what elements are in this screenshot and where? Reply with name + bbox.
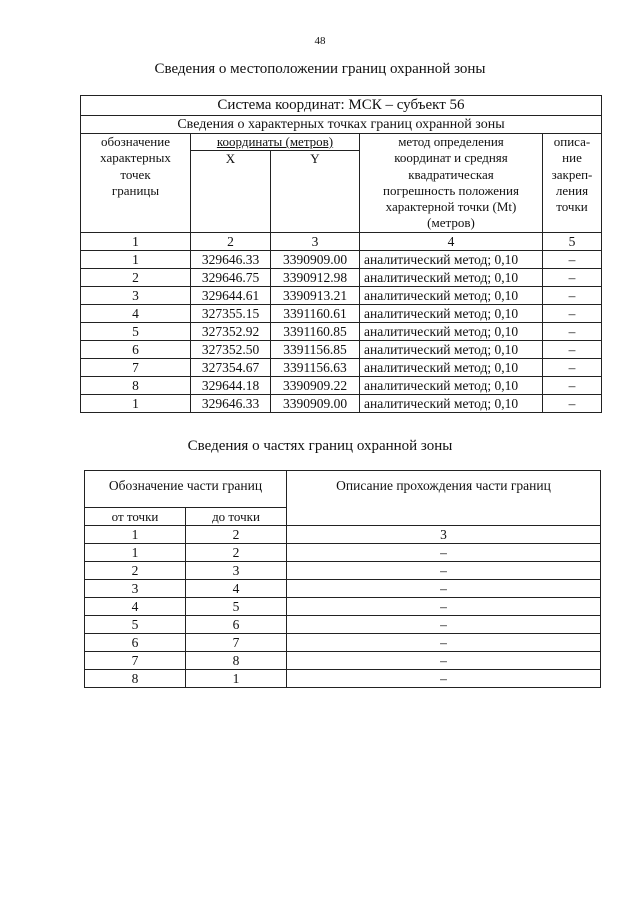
header-line: метод определения: [398, 134, 504, 149]
table-row: [81, 358, 602, 376]
method-cell: аналитический метод; 0,10: [360, 376, 543, 394]
table-row: [81, 250, 602, 268]
method-cell: аналитический метод; 0,10: [360, 286, 543, 304]
header-line: погрешность положения: [383, 182, 519, 198]
point-cell: 1: [81, 394, 191, 412]
header-line: точки: [556, 199, 588, 215]
index-cell: 1: [85, 526, 186, 544]
index-cell: 2: [191, 232, 271, 250]
index-cell: 1: [81, 232, 191, 250]
from-cell: 2: [85, 562, 186, 580]
header-part-designation: Обозначение части границ: [85, 471, 287, 508]
y-cell: 3391156.85: [271, 340, 360, 358]
y-cell: 3390909.00: [271, 250, 360, 268]
table-row: [85, 652, 601, 670]
table-row: [81, 286, 602, 304]
header-coordinates-label: координаты (метров): [216, 134, 334, 149]
page-number: 48: [314, 35, 326, 47]
x-cell: 327355.15: [191, 304, 271, 322]
table-row: [85, 634, 601, 652]
from-cell: 4: [85, 598, 186, 616]
x-cell: 329644.18: [191, 376, 271, 394]
header-point-description: [543, 134, 602, 233]
coordinate-system-label: Система координат: МСК – субъект 56: [81, 96, 602, 116]
desc-cell: –: [543, 322, 602, 340]
header-line: характерных: [100, 150, 171, 166]
to-cell: 7: [186, 634, 287, 652]
x-cell: 329646.33: [191, 250, 271, 268]
table-row: [85, 580, 601, 598]
method-cell: аналитический метод; 0,10: [360, 268, 543, 286]
index-cell: 2: [186, 526, 287, 544]
x-cell: 329644.61: [191, 286, 271, 304]
to-cell: 5: [186, 598, 287, 616]
table-row: [85, 562, 601, 580]
y-cell: 3391160.61: [271, 304, 360, 322]
table-subtitle: Сведения о характерных точках границ охранной зоны: [81, 116, 602, 134]
header-line: квадратическая: [408, 166, 494, 182]
desc-cell: –: [543, 358, 602, 376]
header-point-designation: [81, 134, 191, 233]
to-cell: 4: [186, 580, 287, 598]
header-line: обозначение: [101, 134, 170, 149]
desc-cell: –: [287, 634, 601, 652]
from-cell: 6: [85, 634, 186, 652]
x-cell: 327352.50: [191, 340, 271, 358]
section-heading-parts: Сведения о частях границ охранной зоны: [187, 438, 453, 454]
desc-cell: –: [287, 616, 601, 634]
section-heading-location: Сведения о местоположении границ охранной зоны: [154, 61, 486, 77]
table-row: [85, 598, 601, 616]
x-cell: 327352.92: [191, 322, 271, 340]
desc-cell: –: [287, 580, 601, 598]
to-cell: 8: [186, 652, 287, 670]
index-cell: 3: [271, 232, 360, 250]
to-cell: 3: [186, 562, 287, 580]
x-cell: 329646.33: [191, 394, 271, 412]
table-row: [81, 304, 602, 322]
desc-cell: –: [543, 286, 602, 304]
method-cell: аналитический метод; 0,10: [360, 394, 543, 412]
header-method: [360, 134, 543, 233]
header-line: описа-: [553, 134, 591, 149]
y-cell: 3390913.21: [271, 286, 360, 304]
boundary-points-rows: [81, 250, 602, 412]
point-cell: 7: [81, 358, 191, 376]
desc-cell: –: [287, 598, 601, 616]
boundary-parts-table: [84, 470, 601, 688]
header-coordinates: [191, 134, 360, 151]
header-line: (метров): [427, 215, 475, 231]
from-cell: 3: [85, 580, 186, 598]
from-cell: 7: [85, 652, 186, 670]
point-cell: 1: [81, 250, 191, 268]
desc-cell: –: [543, 304, 602, 322]
desc-cell: –: [543, 376, 602, 394]
from-cell: 8: [85, 670, 186, 688]
desc-cell: –: [543, 340, 602, 358]
desc-cell: –: [287, 544, 601, 562]
table-row: [81, 322, 602, 340]
point-cell: 4: [81, 304, 191, 322]
point-cell: 5: [81, 322, 191, 340]
method-cell: аналитический метод; 0,10: [360, 340, 543, 358]
point-cell: 2: [81, 268, 191, 286]
header-y: Y: [271, 151, 360, 232]
method-cell: аналитический метод; 0,10: [360, 358, 543, 376]
point-cell: 6: [81, 340, 191, 358]
table-row: [81, 376, 602, 394]
header-line: границы: [111, 182, 160, 198]
to-cell: 1: [186, 670, 287, 688]
header-line: характерной точки (Mt): [385, 199, 517, 215]
boundary-parts-rows: [85, 544, 601, 688]
x-cell: 327354.67: [191, 358, 271, 376]
header-line: точек: [120, 166, 151, 182]
index-cell: 5: [543, 232, 602, 250]
point-cell: 8: [81, 376, 191, 394]
to-cell: 2: [186, 544, 287, 562]
method-cell: аналитический метод; 0,10: [360, 304, 543, 322]
desc-cell: –: [543, 250, 602, 268]
from-cell: 5: [85, 616, 186, 634]
desc-cell: –: [287, 652, 601, 670]
boundary-points-table: [80, 95, 602, 413]
index-cell: 3: [287, 526, 601, 544]
table-row: [85, 670, 601, 688]
point-cell: 3: [81, 286, 191, 304]
method-cell: аналитический метод; 0,10: [360, 250, 543, 268]
y-cell: 3391156.63: [271, 358, 360, 376]
desc-cell: –: [543, 394, 602, 412]
header-from-point: от точки: [85, 508, 186, 526]
y-cell: 3390909.00: [271, 394, 360, 412]
method-cell: аналитический метод; 0,10: [360, 322, 543, 340]
y-cell: 3391160.85: [271, 322, 360, 340]
header-line: ние: [562, 150, 582, 166]
x-cell: 329646.75: [191, 268, 271, 286]
index-cell: 4: [360, 232, 543, 250]
desc-cell: –: [287, 562, 601, 580]
table-row: [81, 268, 602, 286]
from-cell: 1: [85, 544, 186, 562]
header-part-description: Описание прохождения части границ: [287, 471, 601, 526]
y-cell: 3390912.98: [271, 268, 360, 286]
table-row: [85, 616, 601, 634]
header-line: ления: [555, 182, 589, 198]
header-line: закреп-: [551, 166, 593, 182]
table-row: [81, 394, 602, 412]
to-cell: 6: [186, 616, 287, 634]
header-line: координат и средняя: [394, 150, 508, 166]
table-row: [85, 544, 601, 562]
table-row: [81, 340, 602, 358]
desc-cell: –: [287, 670, 601, 688]
desc-cell: –: [543, 268, 602, 286]
y-cell: 3390909.22: [271, 376, 360, 394]
header-to-point: до точки: [186, 508, 287, 526]
header-x: X: [191, 151, 271, 232]
